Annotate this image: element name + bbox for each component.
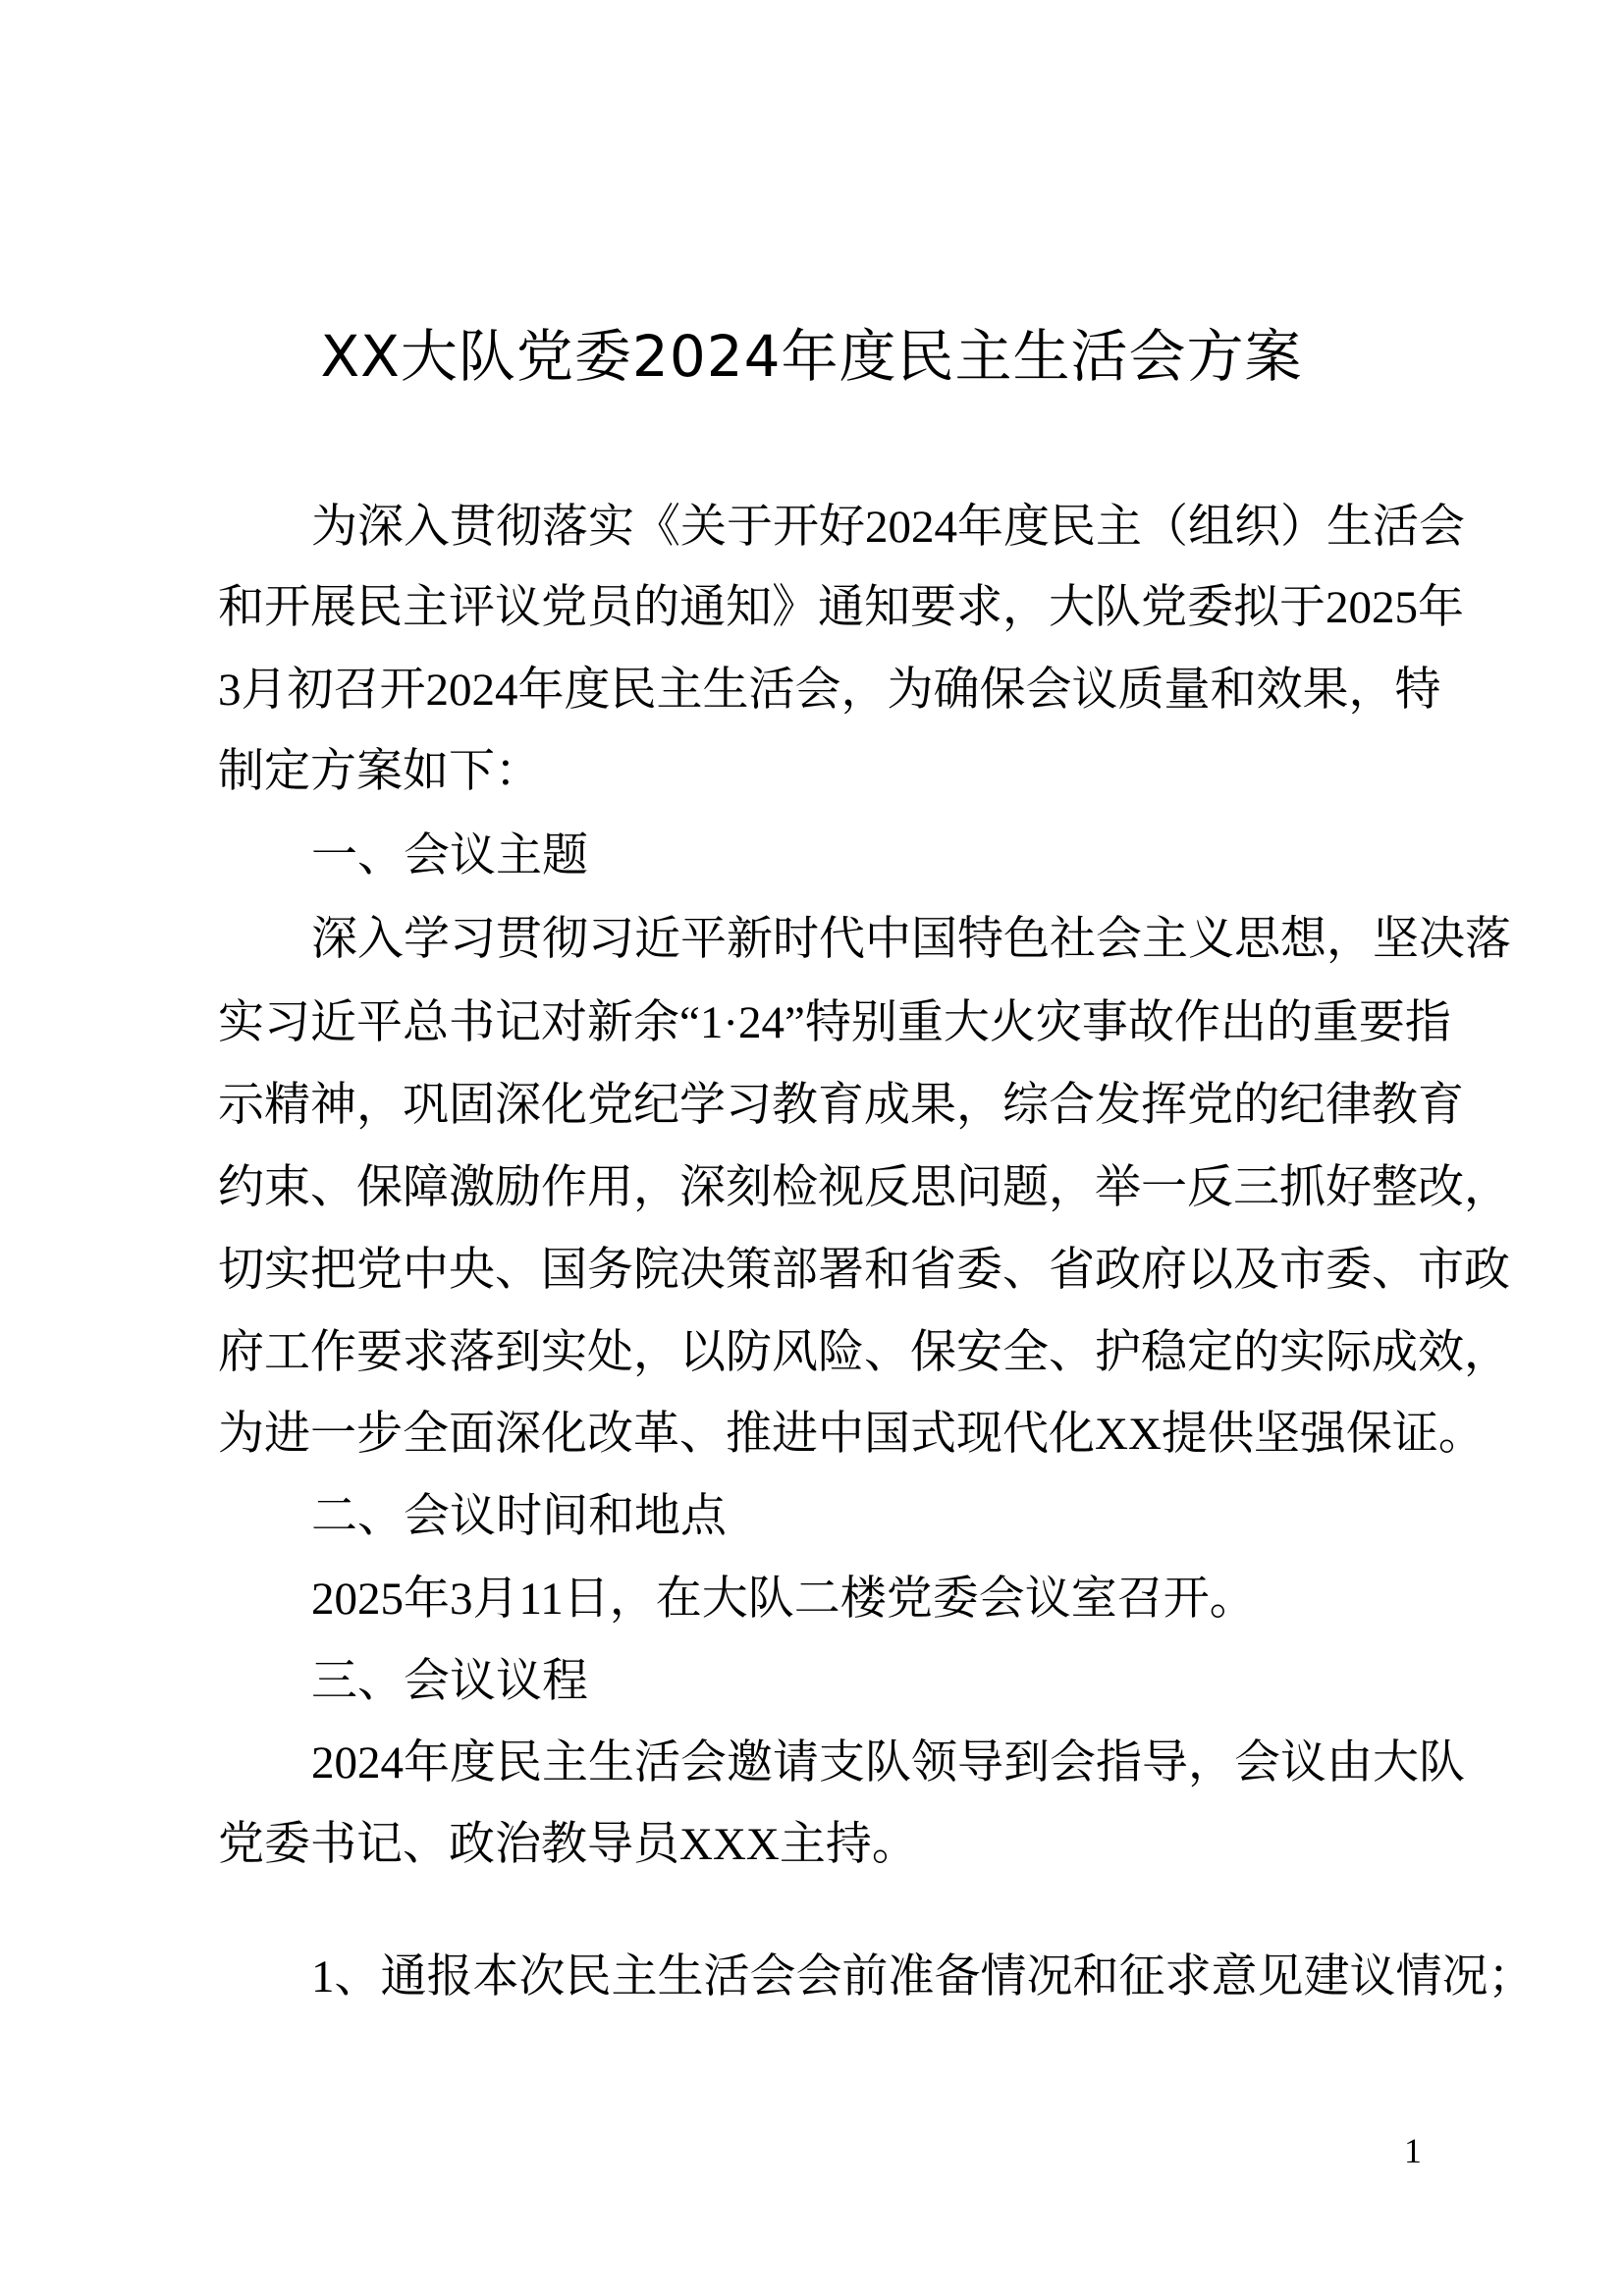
- text-line: 2025年3月11日，在大队二楼党委会议室召开。: [311, 1574, 1256, 1625]
- agenda-item: 1、通报本次民主生活会会前准备情况和征求意见建议情况；: [311, 1951, 1535, 2002]
- text-line: 约束、保障激励作用，深刻检视反思问题，举一反三抓好整改，: [218, 1162, 1510, 1213]
- text-line: 为进一步全面深化改革、推进中国式现代化XX提供坚强保证。: [218, 1409, 1485, 1460]
- text-line: 实习近平总书记对新余“1·24”特别重大火灾事故作出的重要指: [218, 997, 1451, 1048]
- section-heading: 三、会议议程: [311, 1656, 588, 1707]
- text-line: 深入学习贯彻习近平新时代中国特色社会主义思想，坚决落: [311, 914, 1511, 965]
- text-line: 2024年度民主生活会邀请支队领导到会指导，会议由大队: [311, 1737, 1465, 1789]
- section-heading: 一、会议主题: [311, 830, 588, 881]
- text-line: 为深入贯彻落实《关于开好2024年度民主（组织）生活会: [311, 502, 1465, 553]
- text-line: 府工作要求落到实处，以防风险、保安全、护稳定的实际成效，: [218, 1327, 1510, 1378]
- text-line: 3月初召开2024年度民主生活会，为确保会议质量和效果，特: [218, 665, 1441, 716]
- page-number: 1: [1404, 2131, 1422, 2170]
- text-line: 党委书记、政治教导员XXX主持。: [218, 1819, 918, 1870]
- text-line: 和开展民主评议党员的通知》通知要求，大队党委拟于2025年: [218, 582, 1464, 633]
- document-title: XX大队党委2024年度民主生活会方案: [320, 323, 1303, 390]
- text-line: 示精神，巩固深化党纪学习教育成果，综合发挥党的纪律教育: [218, 1080, 1464, 1131]
- text-line: 切实把党中央、国务院决策部署和省委、省政府以及市委、市政: [218, 1245, 1510, 1296]
- section-heading: 二、会议时间和地点: [311, 1491, 727, 1542]
- text-line: 制定方案如下：: [218, 746, 541, 797]
